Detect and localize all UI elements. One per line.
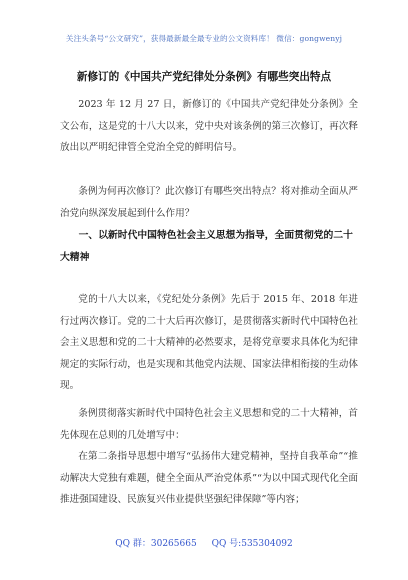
body-paragraph: 在第二条指导思想中增写“弘扬伟大建党精神，坚持自我革命”“推动解决大党独有难题，健全全面从严治党体系”“为以中国式现代化全面推进强国建设、民族复兴伟业提供坚强纪律保障”等内容； — [60, 451, 358, 505]
qq-number-label: QQ 号:535304092 — [211, 539, 293, 549]
section-heading: 一、以新时代中国特色社会主义思想为指导，全面贯彻党的二十大精神 — [60, 230, 353, 263]
document-title: 新修订的《中国共产党纪律处分条例》有哪些突出特点 — [76, 71, 332, 83]
contact-footer — [0, 536, 408, 549]
qq-group-label: QQ 群：30265665 — [115, 539, 197, 549]
question-paragraph: 条例为何再次修订？此次修订有哪些突出特点？将对推动全面从严治党向纵深发展起到什么作用？ — [60, 186, 358, 219]
body-paragraph: 党的十八大以来，《党纪处分条例》先后于 2015 年、2018 年进行过两次修订。党的二十大后再次修订，是贯彻落实新时代中国特色社会主义思想和党的二十大精神的必然要求，是将党章要求具体化为纪律规定的实际行动，也是实现和其他党内法规、国家法律相衔接的生动体现。 — [60, 294, 358, 391]
promo-banner: 关注头条号“公文研究”，获得最新最全最专业的公文资料库！ 微信：gongwenyj — [65, 34, 343, 43]
body-paragraph: 条例贯彻落实新时代中国特色社会主义思想和党的二十大精神，首先体现在总则的几处增写中： — [60, 408, 358, 441]
intro-paragraph: 2023 年 12 月 27 日，新修订的《中国共产党纪律处分条例》全文公布，这是党的十八大以来，党中央对该条例的第三次修订，再次释放出以严明纪律管全党治全党的鲜明信号。 — [60, 99, 358, 153]
